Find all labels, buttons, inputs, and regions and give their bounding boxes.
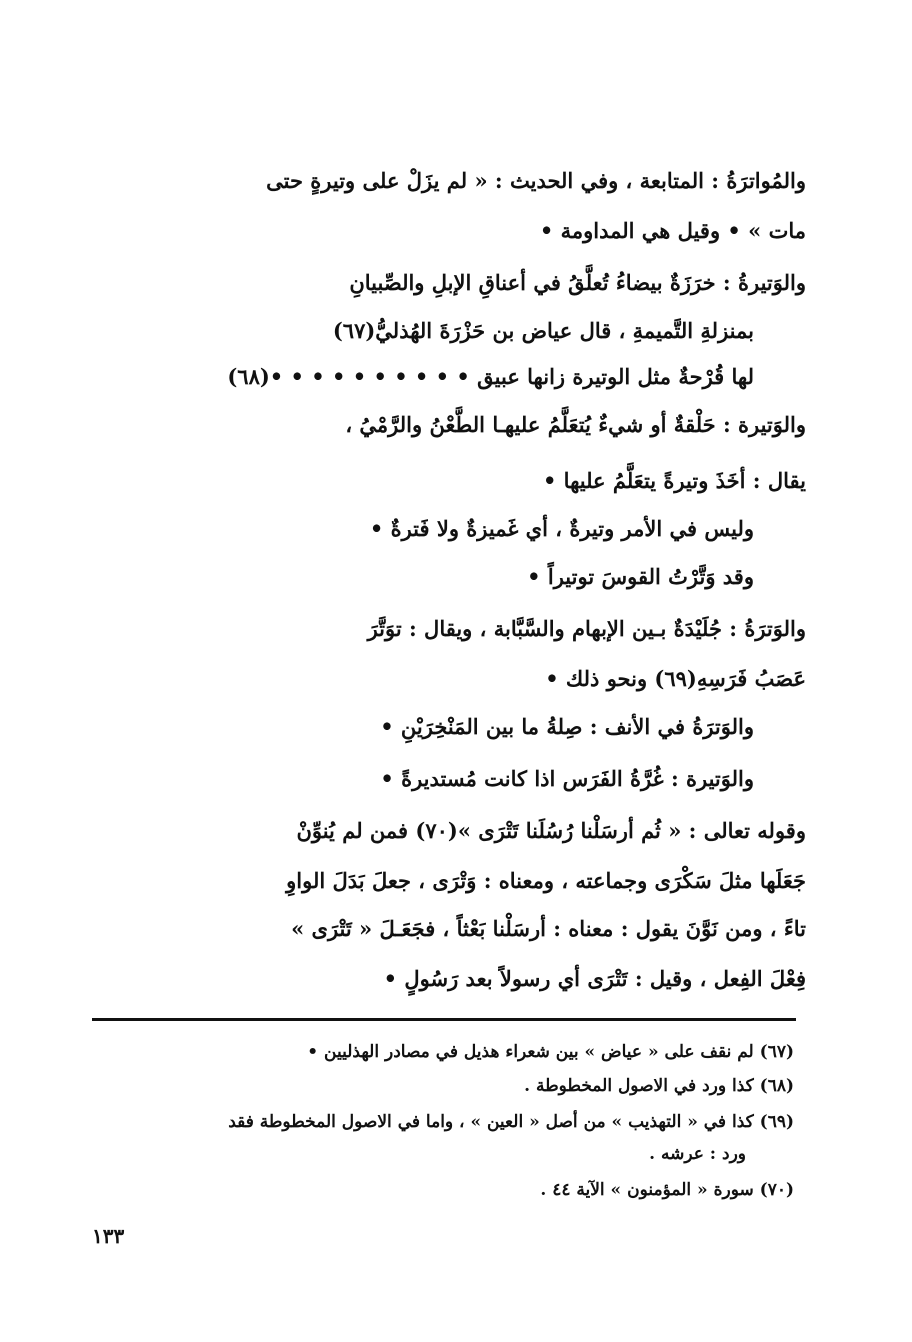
text-line-3: والوَتيرةُ : خرَزَةٌ بيضاءُ تُعلَّقُ في أعناقِ الإبلِ والصِّبيانِ [349,270,806,295]
page-number: ١٣٣ [92,1224,125,1248]
text-line-14: وقوله تعالى : « ثُم أرسَلْنا رُسُلَنا تَتْرَى »(٧٠) فمن لم يُنوِّنْ [296,818,806,843]
text-line-4: بمنزلةِ التَّميمةِ ، قال عياض بن حَزْرَةَ الهُذليُّ(٦٧) [332,318,754,343]
footnote-69: (٦٩) كذا في « التهذيب » من أصل « العين » ، واما في الاصول المخطوطة فقد [228,1112,794,1132]
footnote-divider [92,1018,796,1021]
text-line-8: وليس في الأمر وتيرةٌ ، أي غَميزةٌ ولا فَترةٌ • [369,516,754,541]
footnote-69-continued: ورد : عرشه . [649,1144,746,1164]
text-line-1: والمُواترَةُ : المتابعة ، وفي الحديث : « لم يزَلْ على وتيرةٍ حتى [266,168,806,193]
footnote-68: (٦٨) كذا ورد في الاصول المخطوطة . [524,1076,794,1096]
footnote-70: (٧٠) سورة « المؤمنون » الآية ٤٤ . [540,1180,794,1200]
text-line-6: والوَتيرة : حَلْقةٌ أو شيءٌ يُتعَلَّمُ عليهـا الطَّعْنُ والرَّمْيُ ، [345,412,806,437]
text-line-11: عَصَبُ فَرَسِهِ(٦٩) ونحو ذلك • [545,666,806,691]
text-line-12: والوَترَةُ في الأنف : صِلةُ ما بين المَنْخِرَيْنِ • [380,714,754,739]
footnote-67: (٦٧) لم نقف على « عياض » بين شعراء هذيل في مصادر الهذليين • [307,1042,794,1062]
text-line-9: وقد وَتَّرْتُ القوسَ توتيراً • [527,564,754,589]
text-line-7: يقال : أخَذَ وتيرةً يتعَلَّمُ عليها • [542,468,806,493]
text-line-15: جَعَلَها مثلَ سَكْرَى وجماعته ، ومعناه : وَتْرَى ، جعلَ بَدَلَ الواوِ [286,868,806,893]
text-line-17: فِعْلَ الفِعل ، وقيل : تَتْرَى أي رسولاً بعد رَسُولٍ • [383,966,806,991]
verse-line: لها قُرْحةٌ مثل الوتيرة زانها عبيق • • • • • • • • • •(٦٨) [227,364,754,389]
text-line-10: والوَترَةُ : جُلَيْدَةٌ بـين الإبهام والسَّبَّابة ، ويقال : توَتَّرَ [367,616,806,641]
text-line-2: مات » • وقيل هي المداومة • [539,218,806,243]
text-line-16: تاءً ، ومن نَوَّنَ يقول : معناه : أرسَلْنا بَعْثاً ، فجَعَـلَ « تَتْرَى » [291,916,806,941]
text-line-13: والوَتيرة : غُرَّةُ الفَرَس اذا كانت مُستديرةً • [380,766,754,791]
